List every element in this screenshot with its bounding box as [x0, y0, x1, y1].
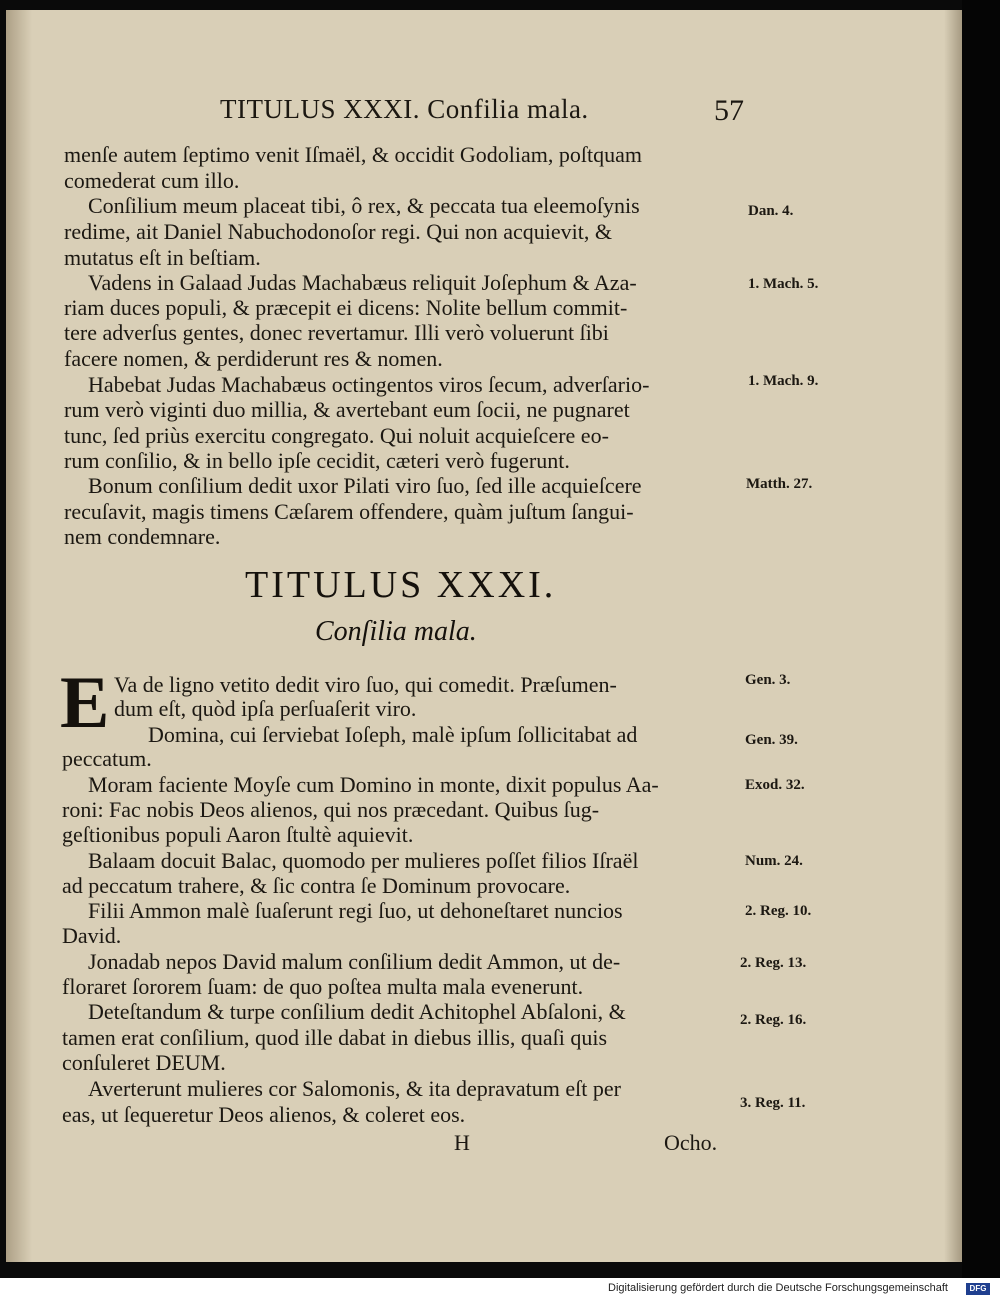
body-line: floraret ſororem ſuam: de quo poſtea multa mala evenerunt. — [62, 974, 584, 999]
drop-cap: E — [60, 662, 110, 744]
margin-reference: 2. Reg. 10. — [745, 903, 812, 919]
page-number: 57 — [714, 94, 744, 127]
body-line: Conſilium meum placeat tibi, ô rex, & peccata tua eleemoſynis — [88, 193, 640, 218]
margin-reference: Matth. 27. — [746, 476, 813, 492]
body-line: peccatum. — [62, 746, 152, 771]
body-line: roni: Fac nobis Deos alienos, qui nos præcedant. Quibus ſug- — [62, 797, 600, 822]
margin-reference: 1. Mach. 9. — [748, 373, 819, 389]
body-line: Vadens in Galaad Judas Machabæus reliquit Joſephum & Aza- — [88, 270, 637, 295]
body-line: Balaam docuit Balac, quomodo per mulieres poſſet filios Iſraël — [88, 848, 639, 873]
body-line: menſe autem ſeptimo venit Iſmaël, & occidit Godoliam, poſtquam — [64, 142, 642, 167]
body-line: rum conſilio, & in bello ipſe cecidit, cæteri verò fugerunt. — [64, 448, 570, 473]
margin-reference: Gen. 39. — [745, 732, 798, 748]
body-line: conſuleret DEUM. — [62, 1050, 226, 1075]
body-line: dum eſt, quòd ipſa perſuaſerit viro. — [114, 696, 417, 721]
margin-reference: Dan. 4. — [748, 203, 794, 219]
body-line: Averterunt mulieres cor Salomonis, & ita depravatum eſt per — [88, 1076, 621, 1101]
body-line: comederat cum illo. — [64, 168, 240, 193]
signature-mark: H — [454, 1130, 470, 1155]
body-line: riam duces populi, & præcepit ei dicens: Nolite bellum commit- — [64, 295, 628, 320]
running-title: TITULUS XXXI. Confilia mala. — [220, 94, 589, 124]
body-line: Filii Ammon malè ſuaſerunt regi ſuo, ut dehoneſtaret nuncios — [88, 898, 623, 923]
body-line: geſtionibus populi Aaron ſtultè aquievit. — [62, 822, 414, 847]
catchword: Ocho. — [664, 1130, 718, 1155]
body-line: ad peccatum trahere, & ſic contra ſe Dominum provocare. — [62, 873, 571, 898]
digitization-credit: Digitalisierung gefördert durch die Deutsche Forschungsgemeinschaft — [608, 1282, 948, 1294]
margin-reference: 2. Reg. 16. — [740, 1012, 807, 1028]
body-line: David. — [62, 923, 122, 948]
body-line: tamen erat conſilium, quod ille dabat in diebus illis, quaſi quis — [62, 1025, 608, 1050]
body-line: Bonum conſilium dedit uxor Pilati viro ſuo, ſed ille acquieſcere — [88, 473, 642, 498]
body-line: mutatus eſt in beſtiam. — [64, 245, 261, 270]
section-heading: TITULUS XXXI. — [245, 564, 557, 606]
body-line: Moram faciente Moyſe cum Domino in monte, dixit populus Aa- — [88, 772, 659, 797]
body-line: tunc, ſed priùs exercitu congregato. Qui noluit acquieſcere eo- — [64, 423, 609, 448]
body-line: Habebat Judas Machabæus octingentos viros ſecum, adverſario- — [88, 372, 650, 397]
margin-reference: 3. Reg. 11. — [740, 1095, 806, 1111]
scan-edge — [962, 0, 1000, 1278]
margin-reference: 1. Mach. 5. — [748, 276, 819, 292]
dfg-logo: DFG — [966, 1283, 990, 1295]
body-line: tere adverſus gentes, donec revertamur. Illi verò voluerunt ſibi — [64, 320, 609, 345]
margin-reference: Num. 24. — [745, 853, 803, 869]
body-line: eas, ut ſequeretur Deos alienos, & coleret eos. — [62, 1102, 466, 1127]
body-line: Va de ligno vetito dedit viro ſuo, qui comedit. Præſumen- — [114, 672, 617, 697]
body-line: facere nomen, & perdiderunt res & nomen. — [64, 346, 443, 371]
body-line: Deteſtandum & turpe conſilium dedit Achitophel Abſaloni, & — [88, 999, 626, 1024]
margin-reference: Exod. 32. — [745, 777, 805, 793]
body-line: Jonadab nepos David malum conſilium dedit Ammon, ut de- — [88, 949, 621, 974]
body-line: nem condemnare. — [64, 524, 221, 549]
section-subheading: Conſilia mala. — [315, 616, 477, 647]
body-line: recuſavit, magis timens Cæſarem offendere, quàm juſtum ſangui- — [64, 499, 634, 524]
body-line: redime, ait Daniel Nabuchodonoſor regi. Qui non acquievit, & — [64, 219, 613, 244]
body-line: rum verò viginti duo millia, & avertebant eum ſocii, ne pugnaret — [64, 397, 630, 422]
margin-reference: Gen. 3. — [745, 672, 791, 688]
margin-reference: 2. Reg. 13. — [740, 955, 807, 971]
body-line: Domina, cui ſerviebat Ioſeph, malè ipſum ſollicitabat ad — [148, 722, 638, 747]
